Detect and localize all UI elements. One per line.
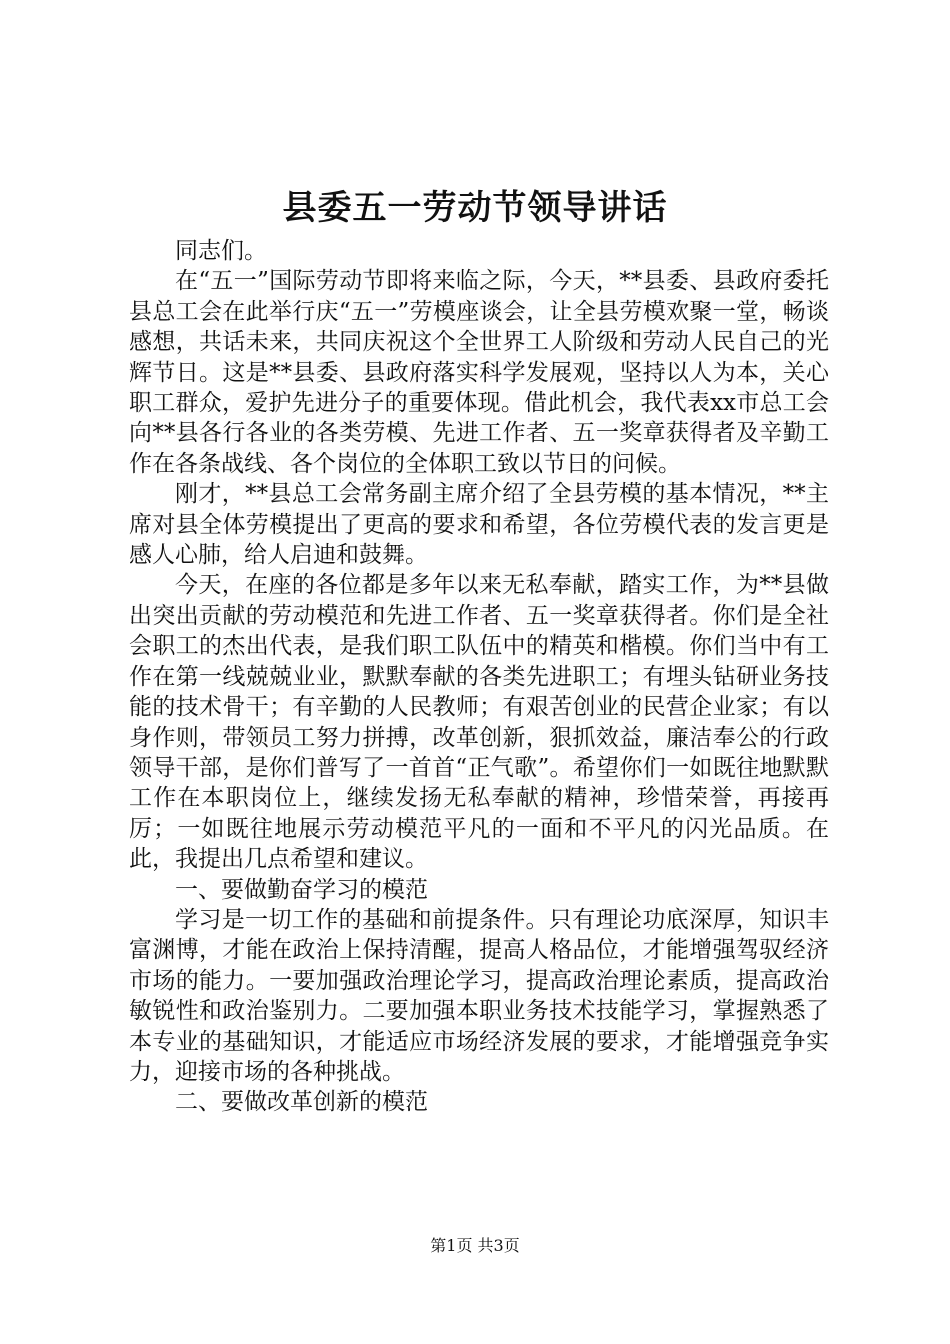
paragraph-praise: 今天，在座的各位都是多年以来无私奉献，踏实工作，为**县做出突出贡献的劳动模范和先进工作者、五一奖章获得者。你们是全社会职工的杰出代表，是我们职工队伍中的精英和楷模。你们当中有工作在第一线兢兢业业，默默奉献的各类先进职工；有埋头钻研业务技能的技术骨干；有辛勤的人民教师；有艰苦创业的民营企业家；有以身作则，带领员工努力拼搏，改革创新，狠抓效益，廉洁奉公的行政领导干部，是你们普写了一首首“正气歌”。希望你们一如既往地默默工作在本职岗位上，继续发扬无私奉献的精神，珍惜荣誉，再接再厉；一如既往地展示劳动模范平凡的一面和不平凡的闪光品质。在此，我提出几点希望和建议。 [129, 572, 829, 873]
paragraph-study: 学习是一切工作的基础和前提条件。只有理论功底深厚，知识丰富渊博，才能在政治上保持清醒，提高人格品位，才能增强驾驭经济市场的能力。一要加强政治理论学习，提高政治理论素质，提高政治敏锐性和政治鉴别力。二要加强本职业务技术技能学习，掌握熟悉了本专业的基础知识，才能适应市场经济发展的要求，才能增强竞争实力，迎接市场的各种挑战。 [129, 906, 829, 1085]
paragraph-opening: 在“五一”国际劳动节即将来临之际，今天，**县委、县政府委托县总工会在此举行庆“五一”劳模座谈会，让全县劳模欢聚一堂，畅谈感想，共话未来，共同庆祝这个全世界工人阶级和劳动人民自己的光辉节日。这是**县委、县政府落实科学发展观，坚持以人为本，关心职工群众，爱护先进分子的重要体现。借此机会，我代表xx市总工会向**县各行各业的各类劳模、先进工作者、五一奖章获得者及辛勤工作在各条战线、各个岗位的全体职工致以节日的问候。 [129, 268, 829, 477]
paragraph-review: 刚才，**县总工会常务副主席介绍了全县劳模的基本情况，**主席对县全体劳模提出了更高的要求和希望，各位劳模代表的发言更是感人心肺，给人启迪和鼓舞。 [129, 481, 829, 569]
paragraph-salutation: 同志们。 [175, 238, 267, 264]
document-body [129, 236, 829, 1118]
section-heading-2: 二、要做改革创新的模范 [175, 1089, 428, 1116]
page-footer: 第1页 共3页 [430, 1236, 520, 1255]
section-heading-1: 一、要做勤奋学习的模范 [175, 876, 428, 903]
document-title: 县委五一劳动节领导讲话 [282, 188, 668, 228]
